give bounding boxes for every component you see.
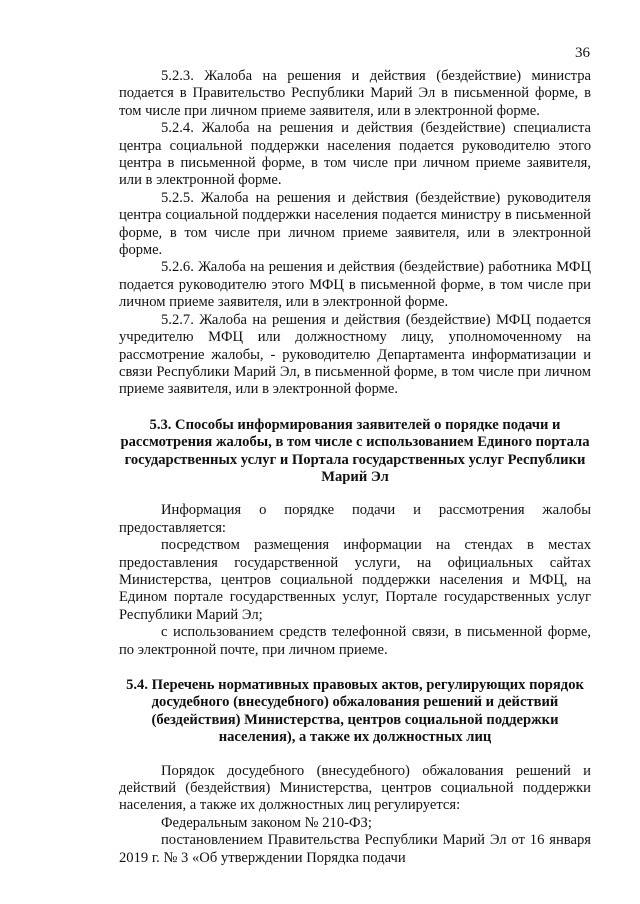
paragraph-5-2-4: 5.2.4. Жалоба на решения и действия (бездействие) специалиста центра социальной поддержки населения подается руководителю этого центра в письменной форме, в том числе при личном приеме заявителя, или в электронной форме.: [119, 120, 591, 189]
paragraph-regulation-intro: Порядок досудебного (внесудебного) обжалования решений и действий (бездействия) Министерства, центров социальной поддержки населения, а также их должностных лиц регулируется:: [119, 762, 591, 814]
section-heading-5-4: 5.4. Перечень нормативных правовых актов, регулирующих порядок досудебного (внесудебного) обжалования решений и действий (бездействия) Министерства, центров социальной поддержки населения), а также их должностных лиц: [126, 677, 584, 746]
paragraph-5-2-7: 5.2.7. Жалоба на решения и действия (бездействие) МФЦ подается учредителю МФЦ или должностному лицу, уполномоченному на рассмотрение жалобы, - руководителю Департамента информатизации и связи Республики Марий Эл, в письменной форме, в том числе при личном приеме заявителя, или в электронной форме.: [119, 311, 591, 398]
paragraph-government-decree: постановлением Правительства Республики Марий Эл от 16 января 2019 г. № 3 «Об утверждении Порядка подачи: [119, 832, 591, 866]
paragraph-5-2-6: 5.2.6. Жалоба на решения и действия (бездействие) работника МФЦ подается руководителю этого МФЦ в письменной форме, в том числе при личном приеме заявителя, или в электронной форме.: [119, 259, 591, 311]
paragraph-federal-law: Федеральным законом № 210-ФЗ;: [161, 814, 372, 831]
paragraph-info-stands: посредством размещения информации на стендах в местах предоставления государственной услуги, на официальных сайтах Министерства, центров социальной поддержки населения и МФЦ, на Едином портале государственных услуг, Портале государственных услуг Республики Марий Эл;: [119, 537, 591, 623]
paragraph-info-intro: Информация о порядке подачи и рассмотрения жалобы предоставляется:: [119, 502, 591, 536]
page-number: 36: [575, 45, 590, 61]
section-heading-5-3: 5.3. Способы информирования заявителей о порядке подачи и рассмотрения жалобы, в том числе с использованием Единого портала государственных услуг и Портала государственных услуг Республики Марий Эл: [120, 416, 590, 485]
spacer: [119, 659, 591, 677]
spacer: [119, 399, 591, 417]
paragraph-5-2-5: 5.2.5. Жалоба на решения и действия (бездействие) руководителя центра социальной поддержки населения подается министру в письменной форме, в том числе при личном приеме заявителя, или в электронной форме.: [119, 189, 591, 259]
paragraph-info-phone: с использованием средств телефонной связи, в письменной форме, по электронной почте, при личном приеме.: [119, 624, 591, 658]
document-body: [119, 68, 591, 867]
spacer: [119, 747, 591, 763]
spacer: [119, 486, 591, 502]
paragraph-5-2-3: 5.2.3. Жалоба на решения и действия (бездействие) министра подается в Правительство Республики Марий Эл в письменной форме, в том числе при личном приеме заявителя, или в электронной форме.: [119, 68, 591, 119]
